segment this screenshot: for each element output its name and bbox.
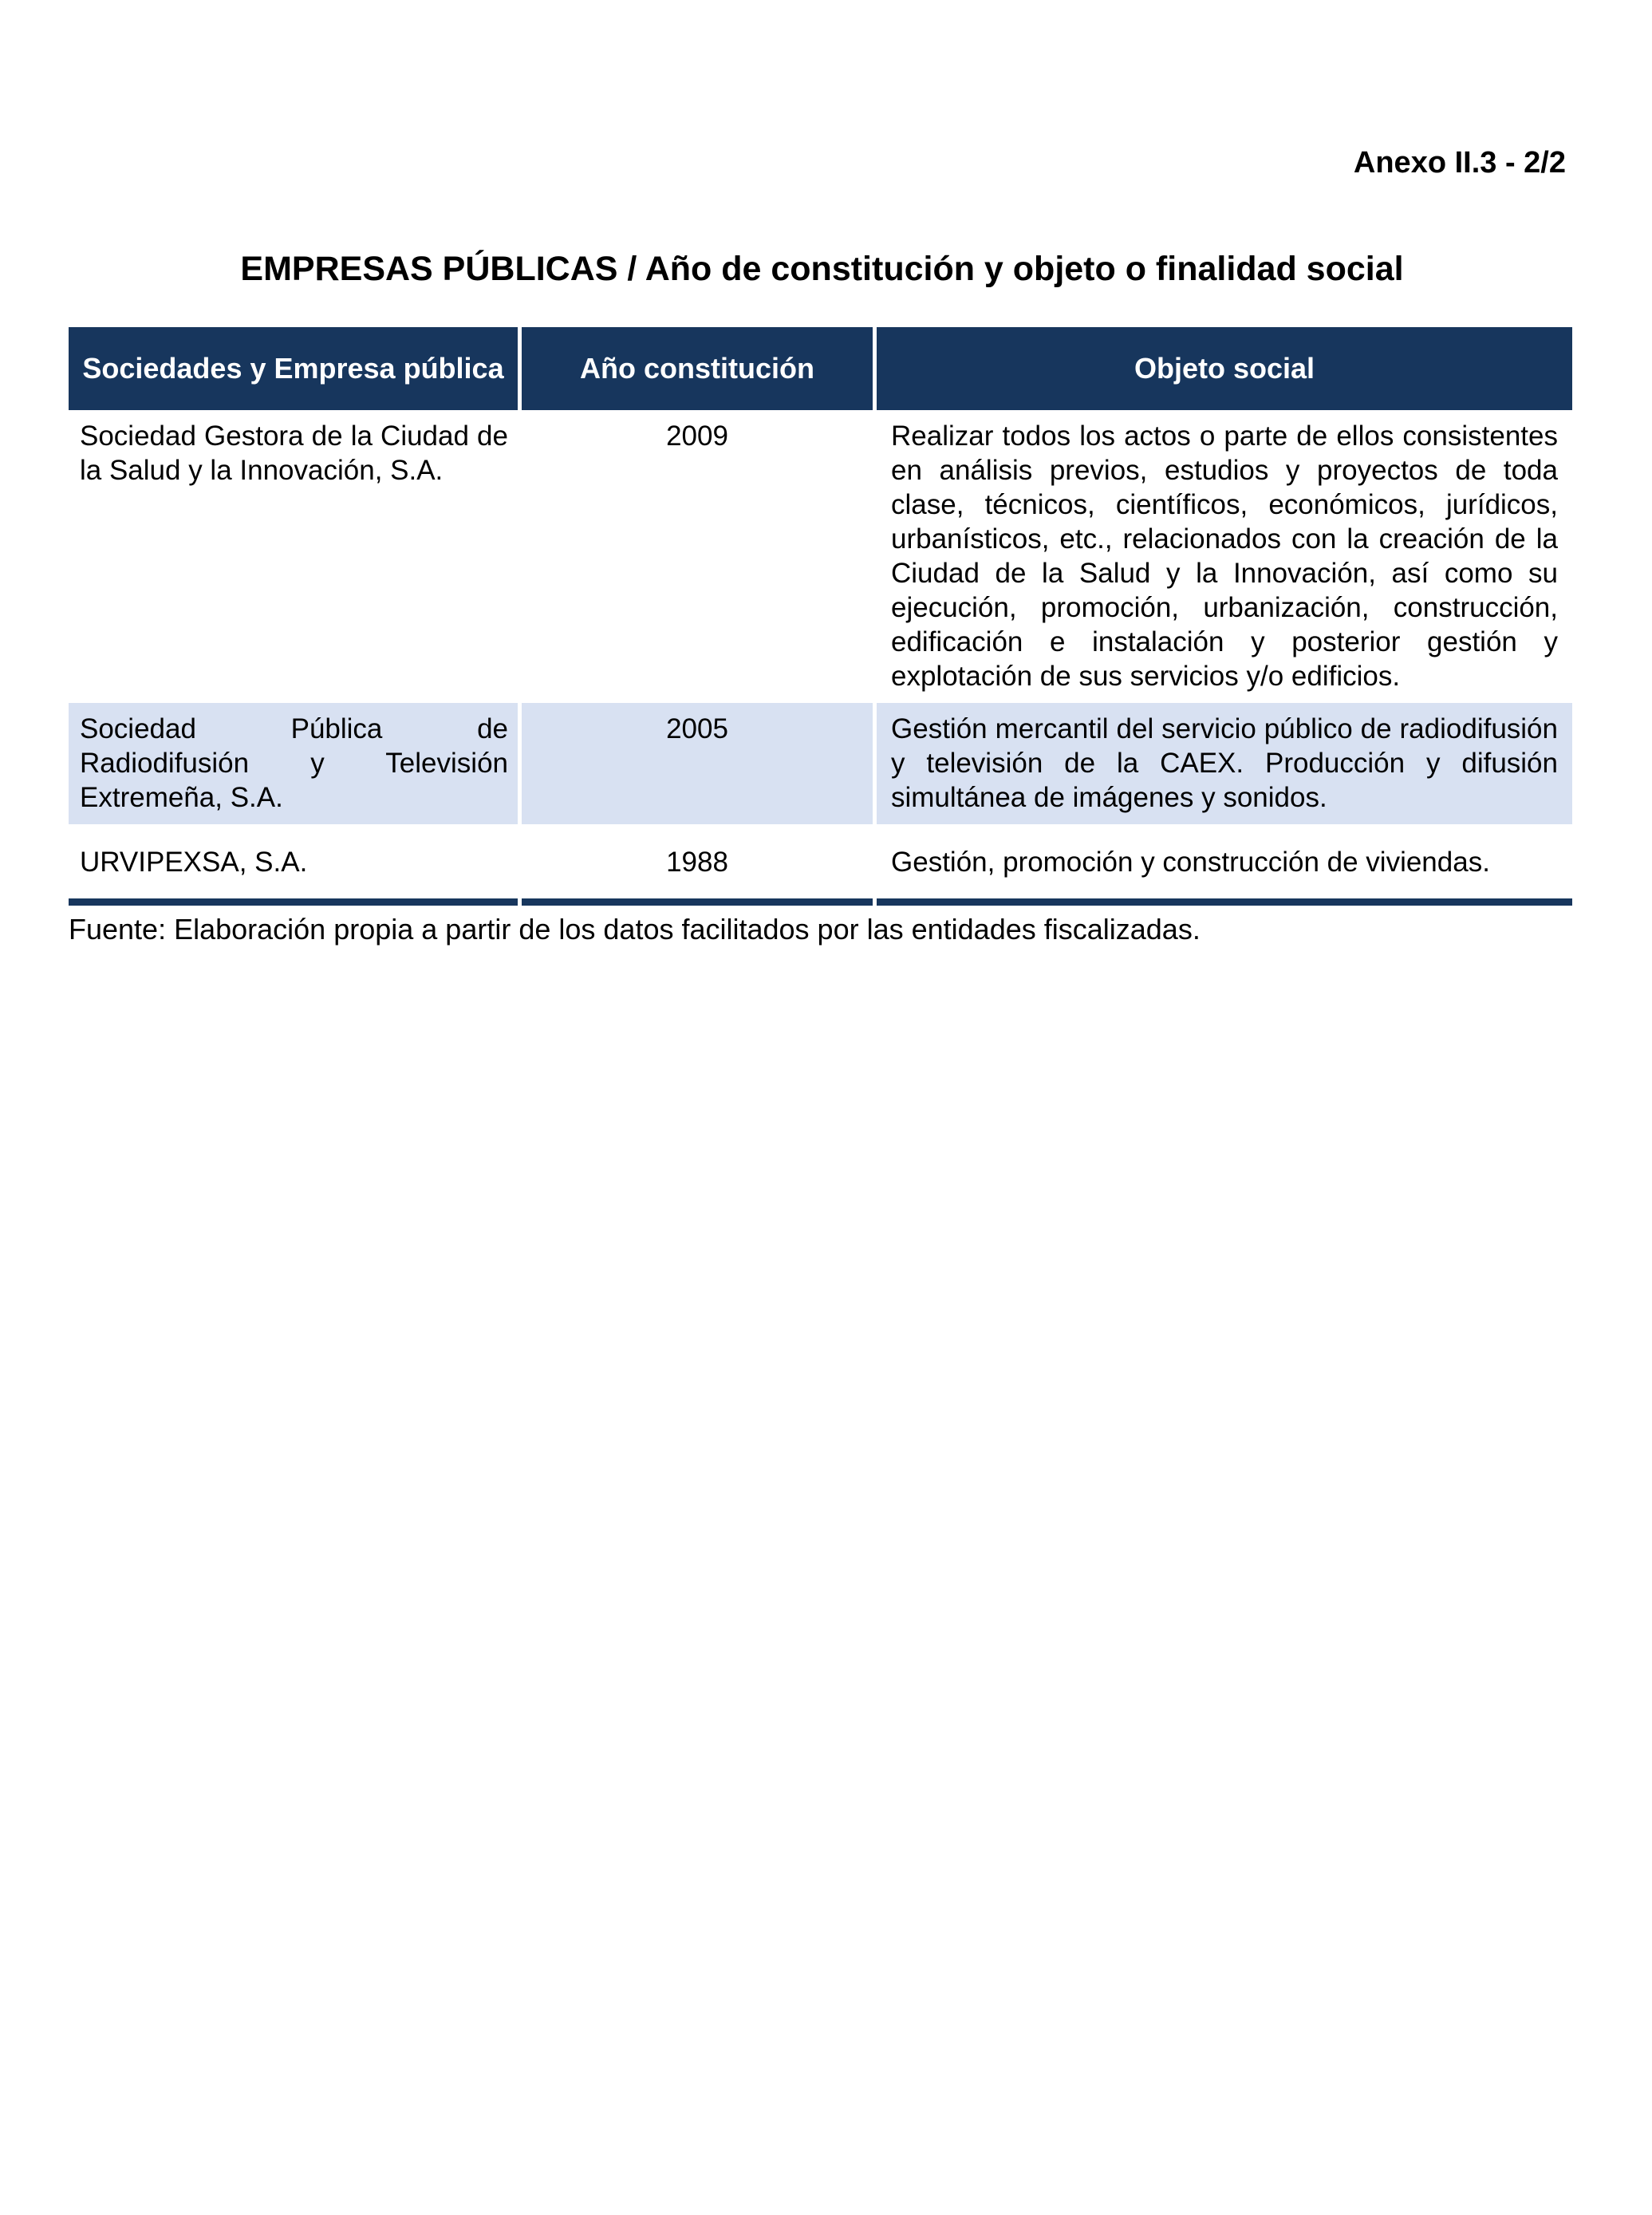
corporate-purpose-cell: Realizar todos los actos o parte de ellos consistentes en análisis previos, estudios y proyectos de toda clase, técnicos, científicos, económicos, jurídicos, urbanísticos, etc., relacionados con la creación de la Ciudad de la Salud y la Innovación, así como su ejecución, promoción, urbanización, construcción, edificación e instalación y posterior gestión y explotación de sus servicios y/o edificios. xyxy=(877,410,1572,703)
column-header-company: Sociedades y Empresa pública xyxy=(69,327,518,410)
annex-label: Anexo II.3 - 2/2 xyxy=(1353,146,1566,180)
company-name-cell: URVIPEXSA, S.A. xyxy=(69,824,518,906)
column-header-purpose: Objeto social xyxy=(877,327,1572,410)
source-note: Fuente: Elaboración propia a partir de los datos facilitados por las entidades fiscalizadas. xyxy=(69,913,1201,946)
constitution-year-cell: 2009 xyxy=(522,410,873,703)
header-row xyxy=(69,327,1572,410)
table-row xyxy=(69,703,1572,824)
corporate-purpose-cell: Gestión, promoción y construcción de viviendas. xyxy=(877,824,1572,906)
company-name-cell: Sociedad Pública de Radiodifusión y Televisión Extremeña, S.A. xyxy=(69,703,518,824)
corporate-purpose-cell: Gestión mercantil del servicio público de radiodifusión y televisión de la CAEX. Producción y difusión simultánea de imágenes y sonidos. xyxy=(877,703,1572,824)
constitution-year-cell: 2005 xyxy=(522,703,873,824)
table-header xyxy=(69,327,1572,410)
table-row xyxy=(69,410,1572,703)
table-row xyxy=(69,824,1572,906)
table-container xyxy=(65,327,1576,906)
company-name-cell: Sociedad Gestora de la Ciudad de la Salud y la Innovación, S.A. xyxy=(69,410,518,703)
constitution-year-cell: 1988 xyxy=(522,824,873,906)
page-title: EMPRESAS PÚBLICAS / Año de constitución y objeto o finalidad social xyxy=(240,250,1404,288)
public-companies-table xyxy=(65,327,1576,906)
column-header-year: Año constitución xyxy=(522,327,873,410)
